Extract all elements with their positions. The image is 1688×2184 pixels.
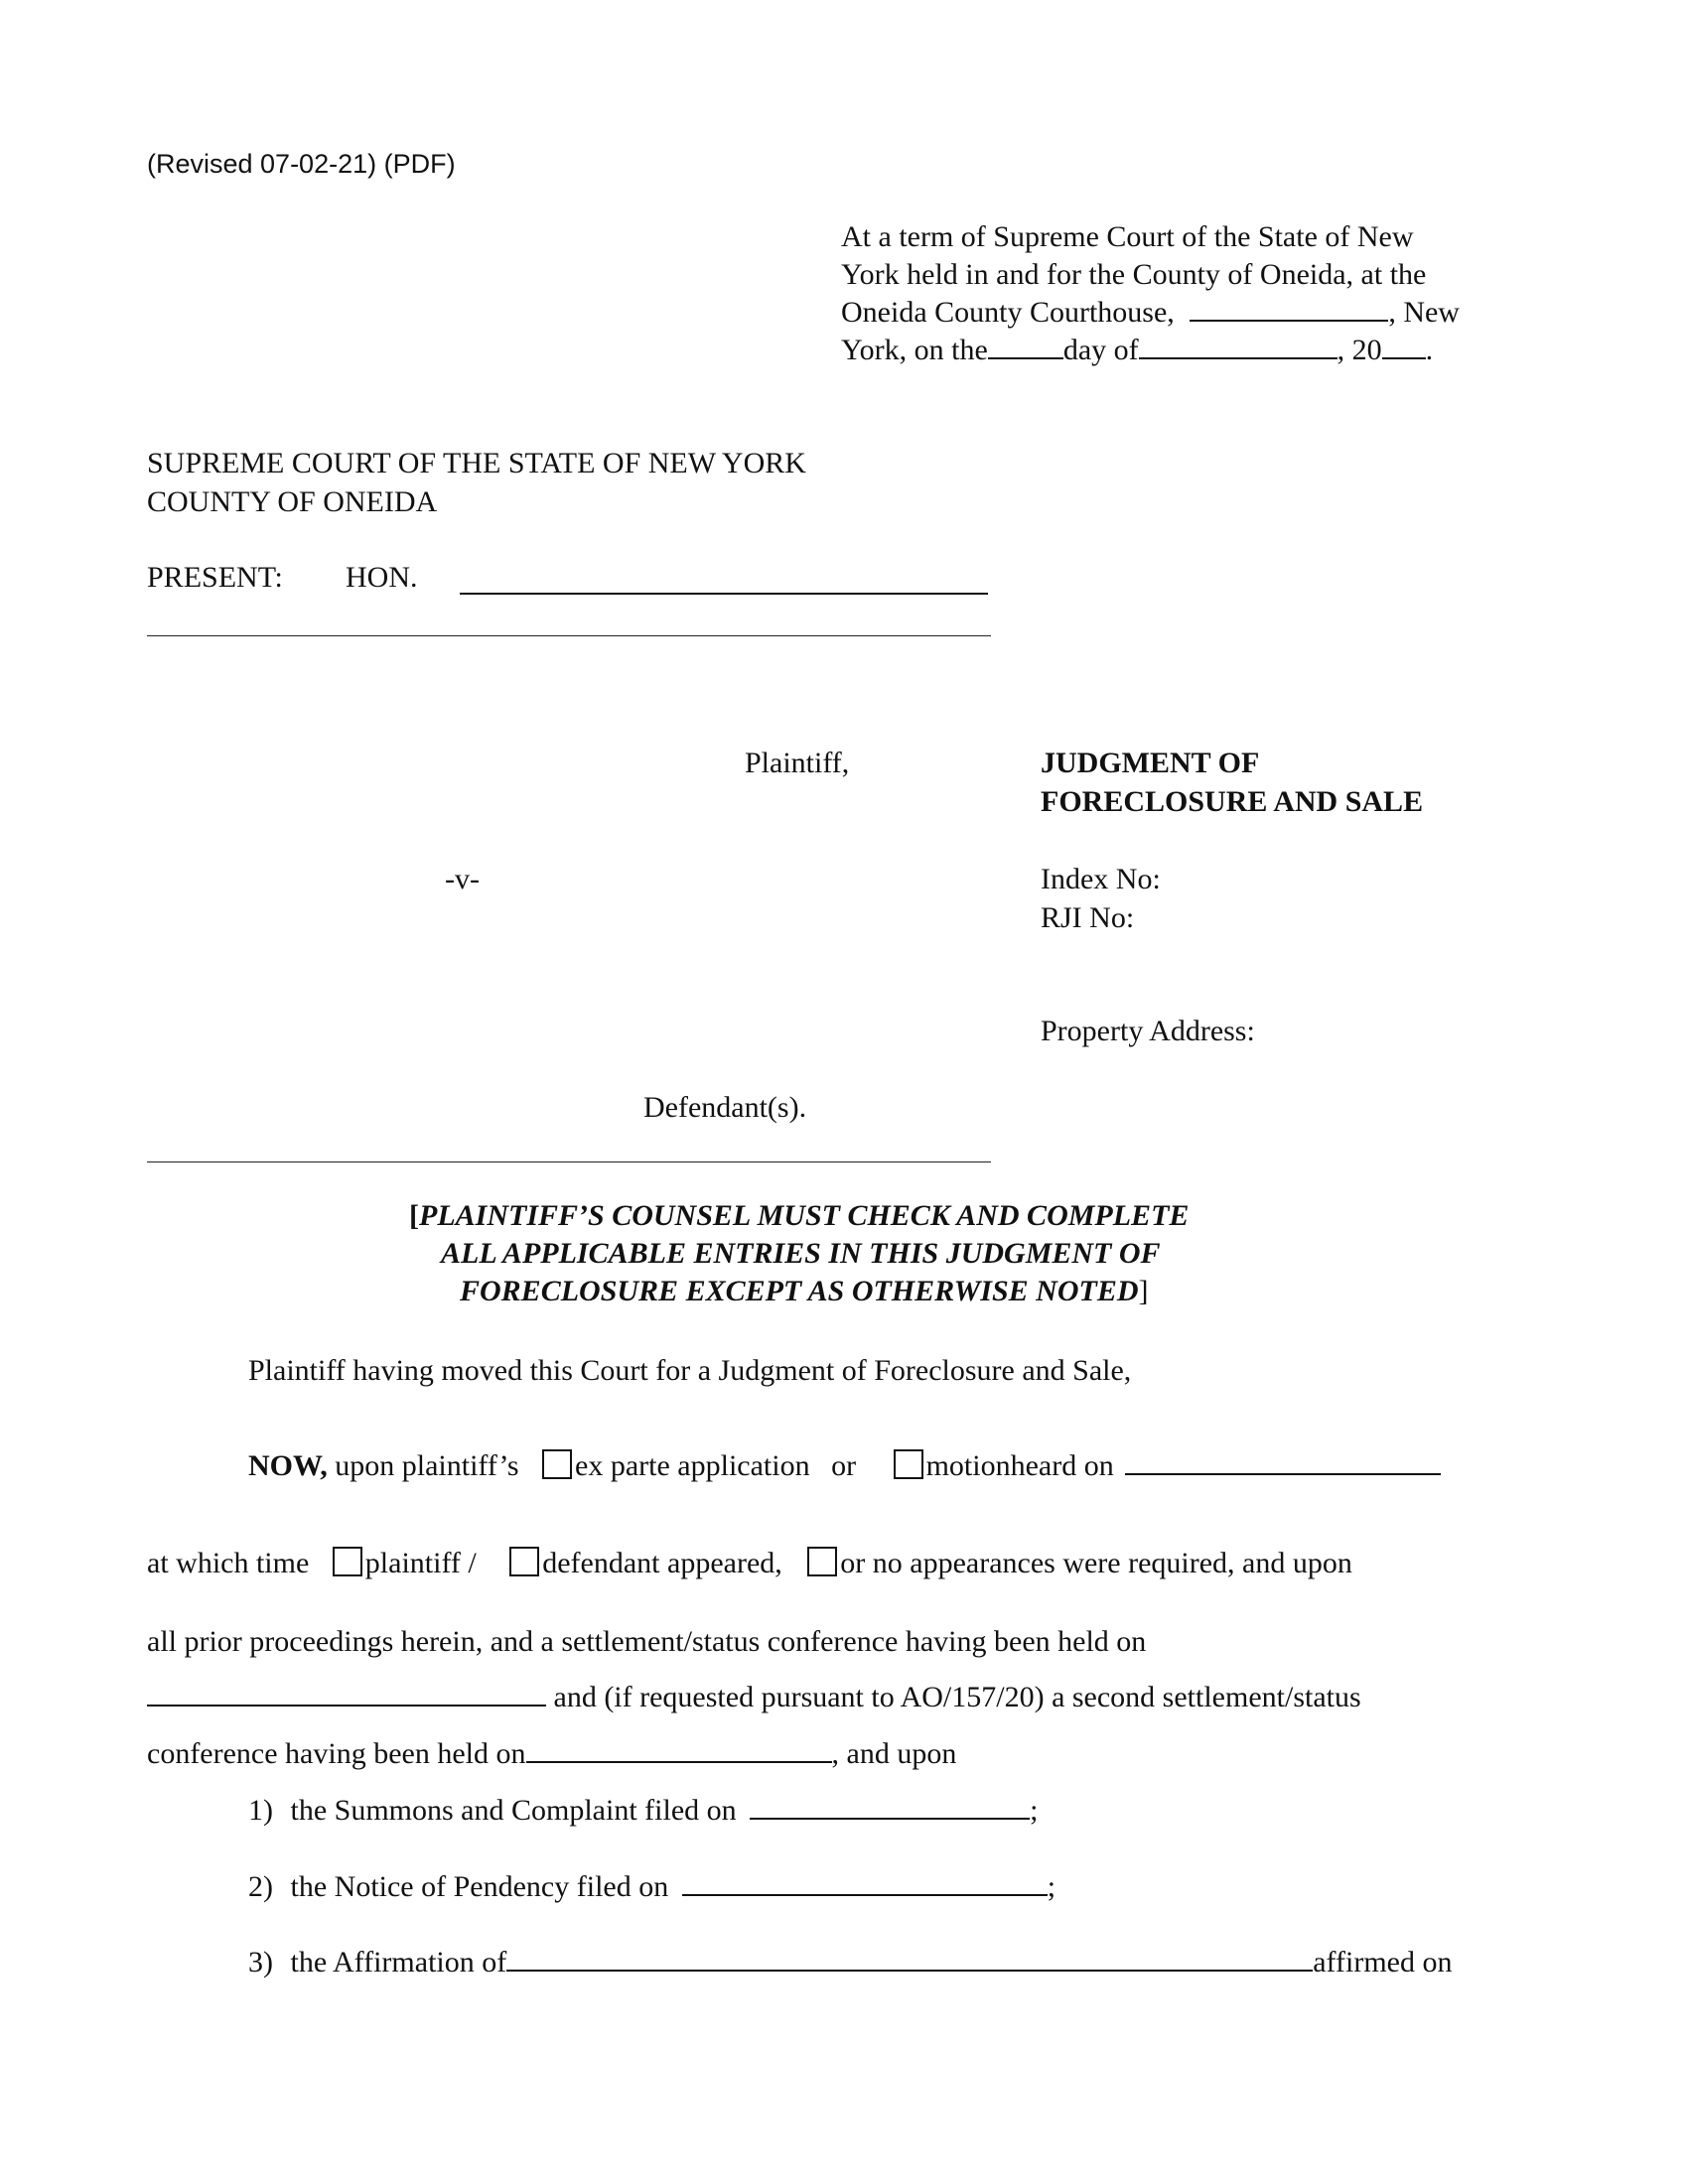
plaintiff-option-label: plaintiff bbox=[364, 1547, 461, 1579]
ex-parte-checkbox[interactable] bbox=[542, 1449, 572, 1479]
list-item-number: 1) bbox=[248, 1794, 273, 1827]
list-item-end: affirmed on bbox=[1313, 1946, 1453, 1979]
courthouse-city-blank[interactable] bbox=[1190, 296, 1388, 322]
or-label: or bbox=[831, 1449, 857, 1482]
court-county: COUNTY OF ONEIDA bbox=[147, 485, 438, 518]
term-period: . bbox=[1425, 334, 1434, 366]
defendant-appeared-checkbox[interactable] bbox=[509, 1547, 539, 1576]
term-line-3-end: , New bbox=[1388, 296, 1460, 329]
conference-held-line bbox=[147, 1735, 956, 1773]
notice-date-blank[interactable] bbox=[682, 1870, 1048, 1896]
hon-label: HON. bbox=[346, 561, 418, 594]
versus-label: -v- bbox=[445, 863, 480, 895]
list-item-number: 2) bbox=[248, 1870, 273, 1903]
term-line-1: At a term of Supreme Court of the State of New bbox=[841, 220, 1414, 253]
day-blank[interactable] bbox=[988, 334, 1063, 359]
defendant-option-label: defendant appeared, bbox=[542, 1547, 782, 1579]
revision-note: (Revised 07-02-21) (PDF) bbox=[147, 149, 456, 179]
affirmant-name-blank[interactable] bbox=[506, 1946, 1313, 1972]
intro-paragraph: Plaintiff having moved this Court for a Judgment of Foreclosure and Sale, bbox=[248, 1354, 1132, 1387]
prior-proceedings-line: all prior proceedings herein, and a settlement/status conference having been held on bbox=[147, 1625, 1147, 1658]
list-item-summons bbox=[248, 1792, 1038, 1830]
year-blank[interactable] bbox=[1382, 334, 1426, 359]
second-conference-date-blank[interactable] bbox=[526, 1737, 832, 1763]
judge-name-blank[interactable] bbox=[460, 593, 988, 595]
plaintiff-appeared-checkbox[interactable] bbox=[333, 1547, 362, 1576]
list-item-end: ; bbox=[1030, 1794, 1039, 1827]
first-conference-date-blank[interactable] bbox=[147, 1681, 546, 1706]
now-rest: upon plaintiff’s bbox=[335, 1449, 519, 1482]
document-title-line-1: JUDGMENT OF bbox=[1041, 747, 1260, 779]
term-line-3 bbox=[841, 294, 1460, 332]
slash-separator: / bbox=[468, 1547, 477, 1579]
no-appearances-label: or no appearances were required, and upon bbox=[840, 1547, 1352, 1579]
term-line-4 bbox=[841, 332, 1433, 369]
caption-top-divider bbox=[147, 635, 991, 636]
list-item-text: the Summons and Complaint filed on bbox=[290, 1794, 737, 1827]
list-item-text: the Affirmation of bbox=[290, 1946, 507, 1979]
at-which-time-label: at which time bbox=[147, 1547, 310, 1579]
list-item-number: 3) bbox=[248, 1946, 273, 1979]
heard-on-blank[interactable] bbox=[1125, 1449, 1441, 1475]
list-item-text: the Notice of Pendency filed on bbox=[290, 1870, 669, 1903]
index-no-label: Index No: bbox=[1041, 863, 1161, 895]
heard-on-label: heard on bbox=[1010, 1449, 1114, 1482]
document-title-line-2: FORECLOSURE AND SALE bbox=[1041, 785, 1424, 818]
defendant-label: Defendant(s). bbox=[643, 1091, 807, 1124]
term-year-prefix: , 20 bbox=[1336, 334, 1382, 366]
motion-label: motion bbox=[925, 1449, 1011, 1482]
now-bold: NOW, bbox=[248, 1449, 328, 1482]
term-line-3-text: Oneida County Courthouse, bbox=[841, 296, 1175, 329]
appearance-line bbox=[147, 1545, 1352, 1582]
property-address-label: Property Address: bbox=[1041, 1015, 1255, 1047]
instruction-close-bracket: ] bbox=[1138, 1275, 1149, 1307]
instruction-line-3-text: FORECLOSURE EXCEPT AS OTHERWISE NOTED bbox=[460, 1275, 1139, 1307]
summons-date-blank[interactable] bbox=[750, 1794, 1030, 1820]
instruction-line-2: ALL APPLICABLE ENTRIES IN THIS JUDGMENT OF bbox=[441, 1237, 1161, 1270]
no-appearances-checkbox[interactable] bbox=[807, 1547, 837, 1576]
present-label: PRESENT: bbox=[147, 561, 283, 594]
instruction-line-1-text: PLAINTIFF’S COUNSEL MUST CHECK AND COMPLETE bbox=[419, 1199, 1190, 1232]
list-item-notice-of-pendency bbox=[248, 1868, 1055, 1906]
term-day-of: day of bbox=[1062, 334, 1139, 366]
and-upon-label: , and upon bbox=[831, 1737, 957, 1770]
court-name: SUPREME COURT OF THE STATE OF NEW YORK bbox=[147, 447, 806, 479]
ex-parte-label: ex parte application bbox=[575, 1449, 810, 1482]
caption-bottom-divider bbox=[147, 1161, 991, 1162]
instruction-line-3 bbox=[460, 1273, 1149, 1310]
term-line-2: York held in and for the County of Oneida, at the bbox=[841, 258, 1427, 291]
instruction-open-bracket: [ bbox=[409, 1199, 419, 1232]
list-item-end: ; bbox=[1047, 1870, 1056, 1903]
second-conference-text: and (if requested pursuant to AO/157/20) a second settlement/status bbox=[553, 1681, 1361, 1713]
conference-held-label: conference having been held on bbox=[147, 1737, 526, 1770]
month-blank[interactable] bbox=[1139, 334, 1337, 359]
rji-no-label: RJI No: bbox=[1041, 901, 1135, 934]
term-line-4-text: York, on the bbox=[841, 334, 988, 366]
now-line bbox=[248, 1447, 1441, 1485]
list-item-affirmation bbox=[248, 1944, 1452, 1981]
instruction-line-1 bbox=[409, 1197, 1189, 1235]
second-conference-line bbox=[147, 1679, 1361, 1716]
motion-checkbox[interactable] bbox=[894, 1449, 923, 1479]
plaintiff-label: Plaintiff, bbox=[745, 747, 850, 779]
